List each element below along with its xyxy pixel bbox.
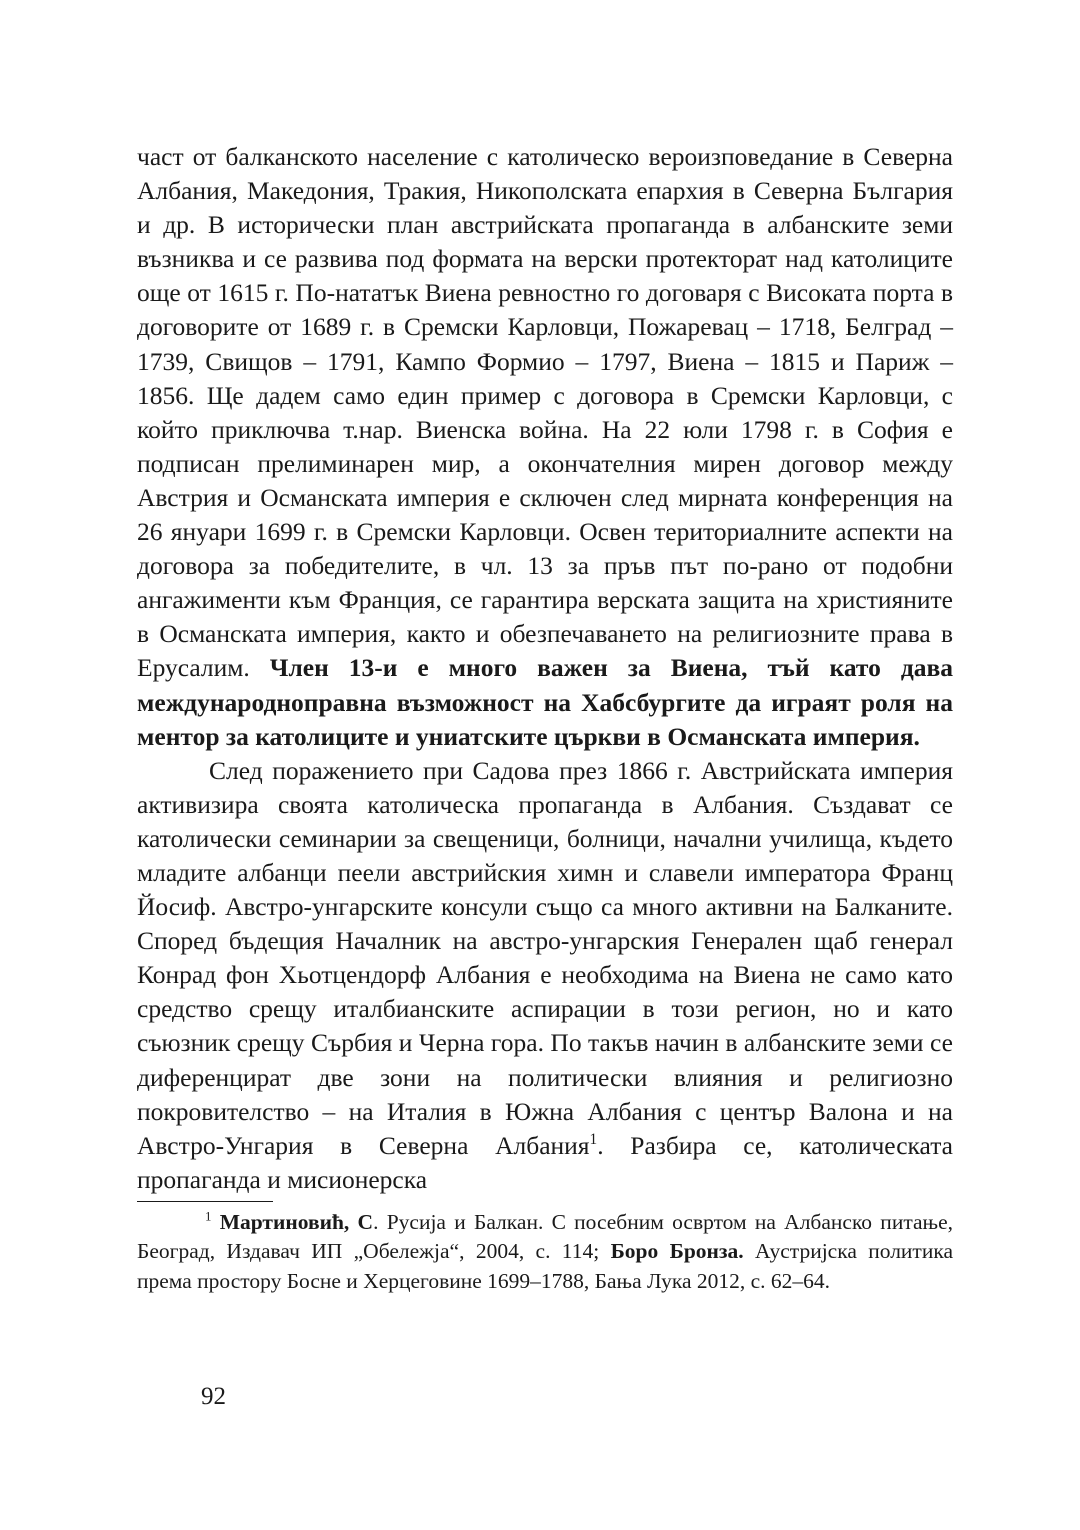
footnote <box>137 1208 953 1297</box>
footnote-reference: 1 <box>589 1130 598 1148</box>
paragraph-2-text: След поражението при Садова през 1866 г. Австрийската империя активизира своята католическа пропаганда в Албания. Създават се католически семинарии за свещеници, болници, начални училища, където младите албанци пеели австрийския химн и славели императора Франц Йосиф. Австро-унгарските консули също са много активни на Балканите. Според бъдещия Началник на австро-унгарския Генерален щаб генерал Конрад фон Хьотцендорф Албания е необходима на Виена не само като средство срещу италбианските аспирации в този регион, но и като съюзник срещу Сърбия и Черна гора. По такъв начин в албанските земи се диференцират две зони на политически влияния и религиозно покровителство – на Италия в Южна Албания с център Валона и на Австро-Унгария в Северна Албания <box>137 755 953 1160</box>
main-text <box>137 140 953 1197</box>
footnote-separator <box>137 1201 273 1202</box>
footnote-author-1: Мартиновић, С <box>219 1209 374 1234</box>
footnote-text-2: Аустријска политика према простору Босне и Херцеговине 1699–1788, Бања Лука 2012, с. 62–64. <box>137 1239 953 1293</box>
paragraph-1 <box>137 140 953 754</box>
paragraph-1-text: част от балканското население с католическо вероизповедание в Северна Албания, Македония, Тракия, Никополската епархия в Северна България и др. В исторически план австрийската пропаганда в албанските земи възниква и се развива под формата на верски протекторат над католиците още от 1615 г. По-нататък Виена ревностно го договаря с Високата порта в договорите от 1689 г. в Сремски Карловци, Пожаревац – 1718, Белград – 1739, Свищов – 1791, Кампо Формио – 1797, Виена – 1815 и Париж – 1856. Ще дадем само един пример с договора в Сремски Карловци, с който приключва т.нар. Виенска война. На 22 юли 1798 г. в София е подписан прелиминарен мир, а окончателния мирен договор между Австрия и Османската империя е сключен след мирната конференция на 26 януари 1699 г. в Сремски Карловци. Освен териториалните аспекти на договора за победителите, в чл. 13 за пръв път по-рано от подобни ангажименти към Франция, се гарантира верската защита на християните в Османската империя, както и обезпечаването на религиозните права в Ерусалим. <box>137 142 953 683</box>
footnote-text-1: . Русија и Балкан. С посебним освртом на Албанско питање, Београд, Издавач ИП „Обележја“, 2004, с. 114; <box>137 1209 953 1264</box>
page-body <box>137 140 953 1296</box>
footnote-author-2: Боро Бронза. <box>610 1239 744 1264</box>
paragraph-1-bold-text: Член 13-и е много важен за Виена, тъй като дава международноправна възможност на Хабсбургите да играят роля на ментор за католиците и униатските църкви в Османската империя. <box>137 653 953 751</box>
paragraph-2-tail: . Разбира се, католическата пропаганда и мисионерска <box>137 1130 953 1194</box>
footnote-number: 1 <box>205 1209 212 1224</box>
page-number: 92 <box>201 1383 226 1410</box>
paragraph-2 <box>137 754 953 1197</box>
